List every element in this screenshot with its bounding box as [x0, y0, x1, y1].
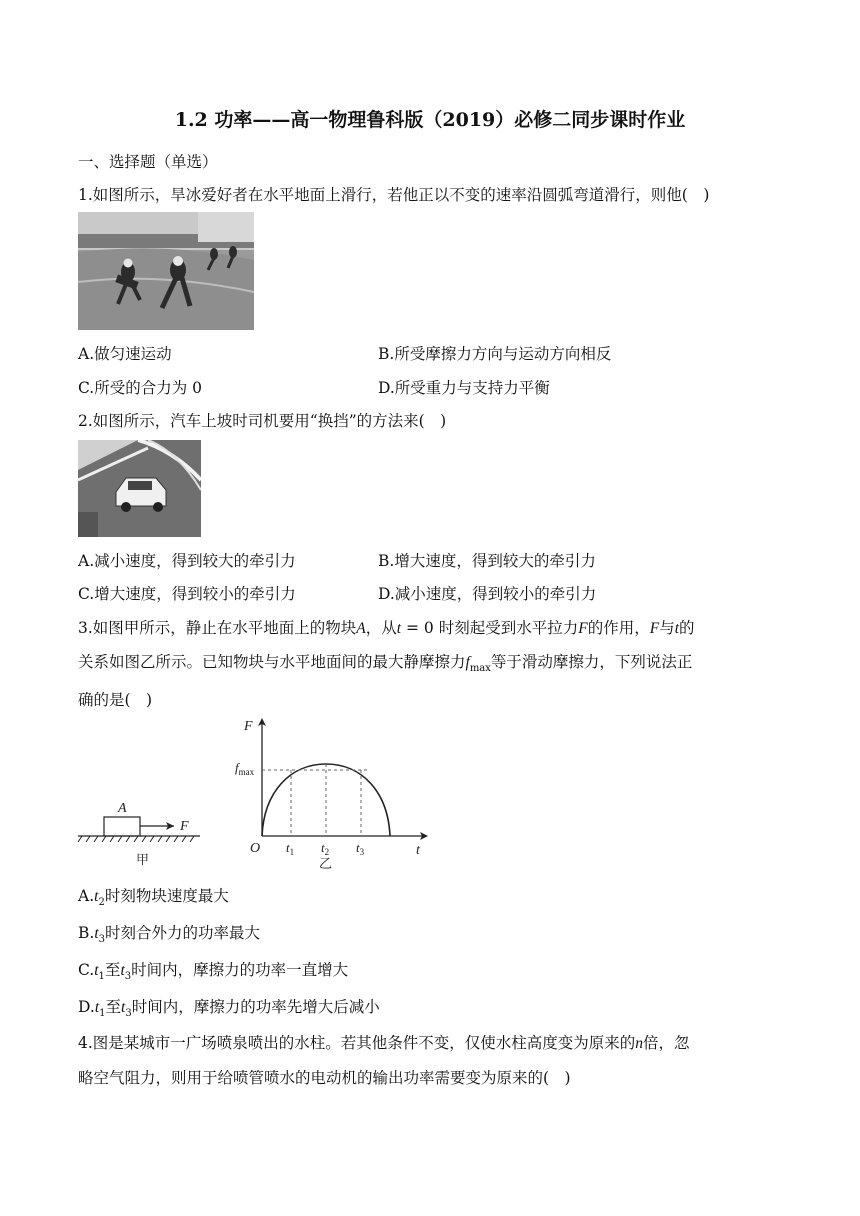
- q1-option-a: A.做匀速运动: [78, 345, 172, 363]
- q3-option-b: $B.t_3$时刻合外力的功率最大: [78, 924, 261, 946]
- label-origin: O: [250, 841, 261, 856]
- label-f: F: [180, 819, 189, 834]
- label-axis-t: t: [416, 843, 420, 858]
- q3-figure-yi: [230, 712, 440, 872]
- label-yi: 乙: [319, 857, 333, 872]
- q3-option-a: $A.t_2$时刻物块速度最大: [78, 887, 229, 909]
- q4-stem-line2: 略空气阻力，则用于给喷管喷水的电动机的输出功率需要变为原来的( ): [78, 1069, 571, 1087]
- q3-stem-line1: 3.如图甲所示，静止在水平地面上的物块A，从t = 0 时刻起受到水平拉力F的作用，F与t的: [78, 619, 695, 637]
- q2-stem: 2.如图所示，汽车上坡时司机要用“换挡”的方法来( ): [78, 412, 447, 430]
- q3-stem-line3: 确的是( ): [78, 691, 153, 709]
- q1-skaters-photo: [78, 212, 254, 330]
- section-heading: 一、选择题（单选）: [78, 153, 218, 171]
- q2-option-b: B.增大速度，得到较大的牵引力: [378, 552, 596, 570]
- label-t2: $t_2$: [321, 840, 330, 857]
- label-fmax: $f_{max}$: [235, 760, 255, 777]
- label-jia: 甲: [136, 853, 150, 868]
- label-a: A: [118, 801, 127, 816]
- q3-stem-line2: 关系如图乙所示。已知物块与水平地面间的最大静摩擦力$f_{max}$等于滑动摩擦力，下列说法正: [78, 653, 693, 675]
- q1-option-b: B.所受摩擦力方向与运动方向相反: [378, 345, 612, 363]
- q2-option-a: A.减小速度，得到较大的牵引力: [78, 552, 296, 570]
- q4-stem-line1: 4.图是某城市一广场喷泉喷出的水柱。若其他条件不变，仅使水柱高度变为原来的n倍，忽: [78, 1034, 690, 1052]
- q2-option-c: C.增大速度，得到较小的牵引力: [78, 585, 296, 603]
- q3-option-c: $C.t_1$至$t_3$时间内，摩擦力的功率一直增大: [78, 961, 349, 983]
- ground-hatch: [78, 836, 194, 842]
- label-axis-f: F: [244, 719, 253, 734]
- q1-option-c: C.所受的合力为 0: [78, 379, 203, 397]
- block-a: [104, 817, 140, 836]
- q1-option-d: D.所受重力与支持力平衡: [378, 379, 550, 397]
- q2-option-d: D.减小速度，得到较小的牵引力: [378, 585, 597, 603]
- q1-stem: 1.如图所示，旱冰爱好者在水平地面上滑行，若他正以不变的速率沿圆弧弯道滑行，则他( ): [78, 186, 710, 204]
- label-t1: $t_1$: [286, 840, 295, 857]
- q2-car-photo: [78, 440, 201, 537]
- q3-option-d: $D.t_1$至$t_3$时间内，摩擦力的功率先增大后减小: [78, 998, 380, 1020]
- label-t3: $t_3$: [356, 840, 365, 857]
- q3-figure-jia: [76, 790, 206, 870]
- page-title: 1.2 功率——高一物理鲁科版（2019）必修二同步课时作业: [174, 109, 686, 131]
